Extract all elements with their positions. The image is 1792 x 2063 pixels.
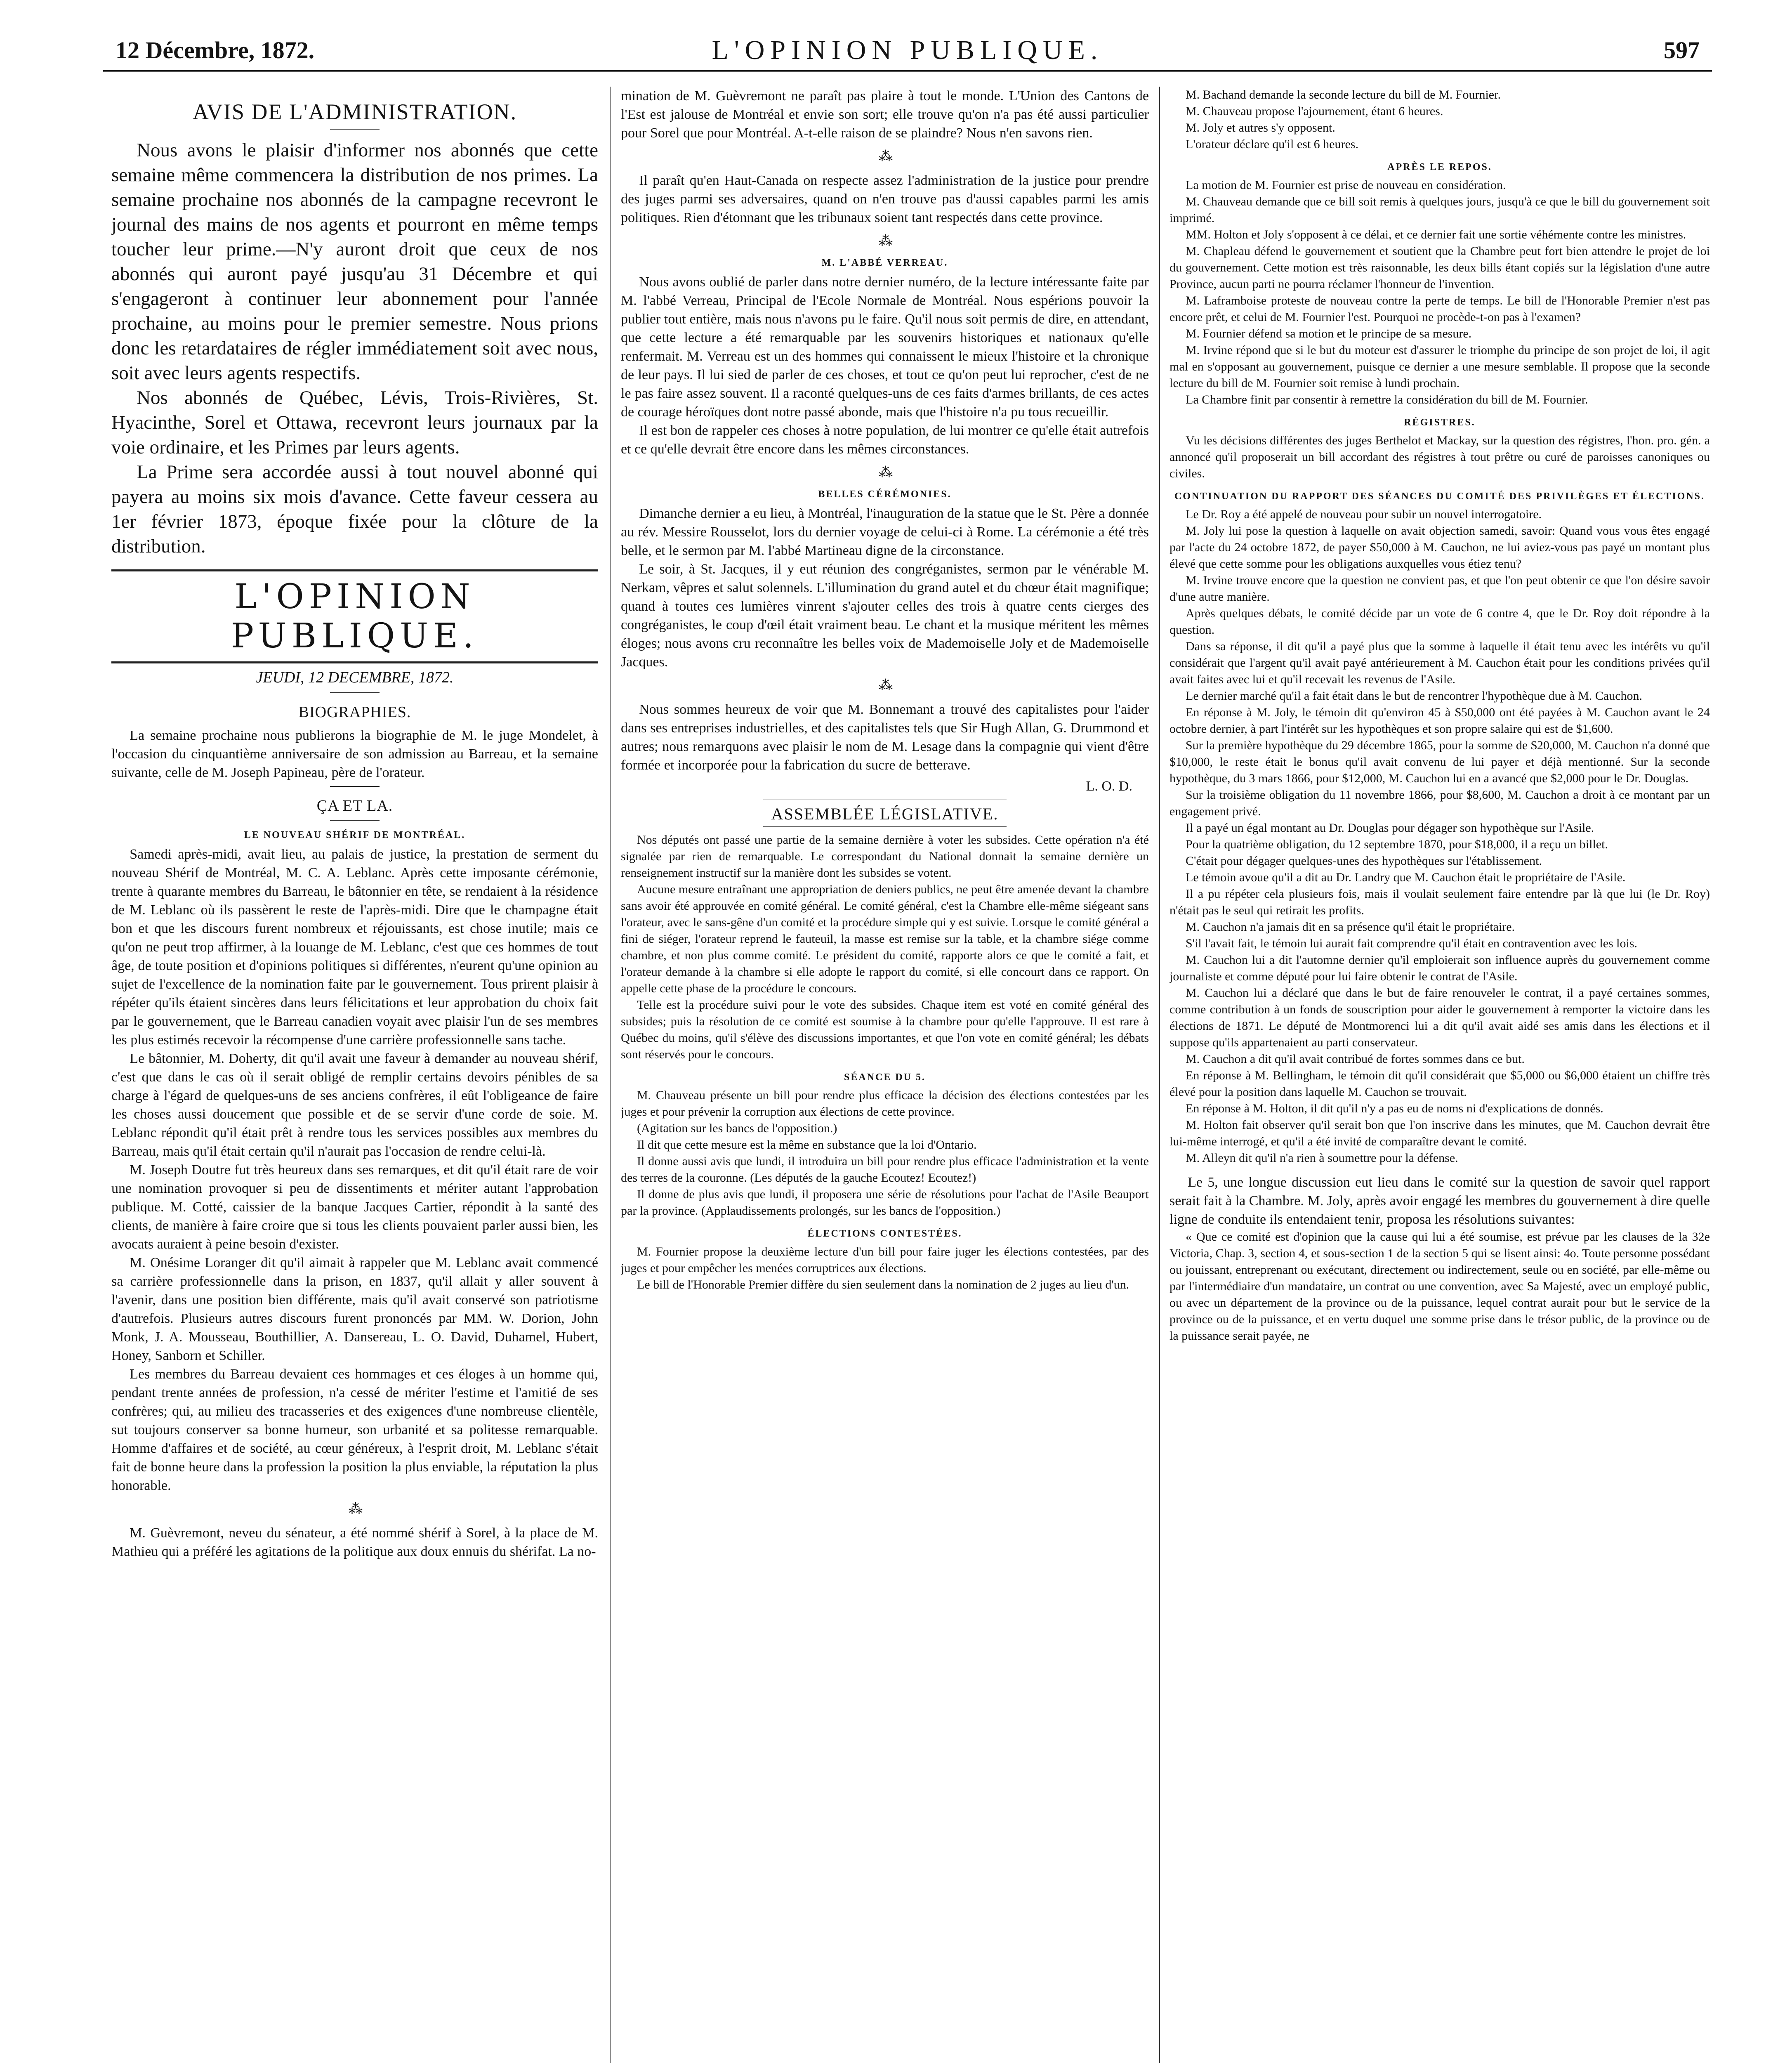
paragraph: Nous sommes heureux de voir que M. Bonnemant a trouvé des capitalistes pour l'aider dans ses entreprises industrielles, et des capitalistes tels que Sir Hugh Allan, G. Drummond et autres; nous remarquons avec plaisir le nom de M. Lesage dans la compagnie qui vient d'être formée et incorporée pour la fabrication du sucre de betterave.	[621, 702, 1149, 773]
paragraph: Telle est la procédure suivi pour le vote des subsides. Chaque item est voté en comité général des subsides; puis la résolution de ce comité est soumise à la chambre pour qu'elle l'approuve. Il est rare à Québec du moins, qu'il s'élève des discussions importantes, et que l'on vote en comité général; les débats sont réservés pour le concours.	[621, 998, 1149, 1061]
paragraph: M. Joly et autres s'y opposent.	[1186, 121, 1335, 135]
paragraph: Le témoin avoue qu'il a dit au Dr. Landry que M. Cauchon était le propriétaire de l'Asile.	[1186, 871, 1626, 884]
paragraph: M. Alleyn dit qu'il n'a rien à soumettre pour la défense.	[1186, 1151, 1458, 1165]
column-1	[111, 87, 598, 2063]
paragraph: M. Laframboise proteste de nouveau contre la perte de temps. Le bill de l'Honorable Premier n'est pas encore prêt, et celui de M. Fournier l'est. Pourquoi ne procède-t-on pas à l'examen?	[1170, 294, 1710, 324]
column-3	[1170, 87, 1710, 2063]
paragraph: Il paraît qu'en Haut-Canada on respecte assez l'administration de la justice pour prendre des juges parmi ses adversaires, quand on n'en trouve pas d'aussi capables parmi les amis politiques. Rien d'étonnant que les tribunaux soient tant respectés dans cette province.	[621, 173, 1149, 225]
column-rule-1	[610, 87, 611, 2063]
paragraph: M. Chauveau demande que ce bill soit remis à quelques jours, jusqu'à ce que le bill du gouvernement soit imprimé.	[1170, 195, 1710, 225]
page-header	[103, 29, 1712, 72]
paragraph: Le Dr. Roy a été appelé de nouveau pour subir un nouvel interrogatoire.	[1186, 507, 1542, 521]
paragraph: La motion de M. Fournier est prise de nouveau en considération.	[1186, 178, 1506, 192]
paragraph: M. Fournier propose la deuxième lecture d'un bill pour faire juger les élections contestées, par des juges et pour empêcher les menées corruptrices aux élections.	[621, 1245, 1149, 1275]
column-2	[621, 87, 1149, 2063]
paragraph: « Que ce comité est d'opinion que la cause qui lui a été soumise, est prévue par les clauses de la 32e Victoria, Chap. 3, section 4, et sous-section 1 de la section 5 qui se lisent ainsi: 4o. Toute personne possédant ou jouissant, entreprenant ou exécutant, directement ou indirectement, seule ou en société, par elle-même ou par l'intermédiaire d'un mandataire, un contrat ou une convention, avec Sa Majesté, avec un employé public, ou avec un département de la province ou de la puissance, lequel contrat aurait pour but le service de la province ou de la puissance, et en vertu duquel une somme prise dans le trésor public, de la province ou de la puissance serait payée, ne	[1170, 1230, 1710, 1343]
section-title-ca-et-la: ÇA ET LA.	[316, 797, 393, 814]
paragraph: Le bill de l'Honorable Premier diffère du sien seulement dans la nomination de 2 juges au lieu d'un.	[637, 1278, 1129, 1291]
paragraph: (Agitation sur les bancs de l'opposition.)	[637, 1121, 837, 1135]
paragraph: M. Bachand demande la seconde lecture du bill de M. Fournier.	[1186, 88, 1501, 101]
paragraph: M. Cauchon n'a jamais dit en sa présence qu'il était le propriétaire.	[1186, 920, 1515, 934]
header-title: L'OPINION PUBLIQUE.	[712, 35, 1103, 65]
divider	[330, 129, 380, 130]
paragraph: M. Joseph Doutre fut très heureux dans ses remarques, et dit qu'il était rare de voir une nomination provoquer si peu de dissentiments et mériter autant l'approbation publique. M. Cotté, caissier de la banque Jacques Cartier, répondit à la santé des clients, de manière à faire croire que si tous les clients pouvaient parler aussi bien, les avocats auraient à peine besoin d'exister.	[111, 1162, 598, 1252]
section-title-biographies: BIOGRAPHIES.	[298, 703, 411, 721]
paragraph: En réponse à M. Holton, il dit qu'il n'y a pas eu de noms ni d'explications de donnés.	[1186, 1102, 1603, 1115]
paragraph: Les membres du Barreau devaient ces hommages et ces éloges à un homme qui, pendant trente années de profession, n'a cessé de mériter l'estime et l'amitié de ses confrères; qui, au milieu des tracasseries et des exigences d'une nombreuse clientèle, sut toujours conserver sa bonne humeur, son urbanité et sa politesse remarquable. Homme d'affaires et de société, au cœur généreux, à l'esprit droit, M. Leblanc s'était fait de bonne heure dans la profession la position la plus enviable, la réputation la plus honorable.	[111, 1367, 598, 1493]
subsection-title-elections: ÉLECTIONS CONTESTÉES.	[807, 1228, 962, 1239]
paragraph: M. Joly lui pose la question à laquelle on avait objection samedi, savoir: Quand vous vous êtes engagé par l'acte du 24 octobre 1872, de payer $50,000 à M. Cauchon, ne lui aviez-vous pas payé un montant plus élevé que cette somme pour les obligations auxquelles vous étiez tenu?	[1170, 524, 1710, 571]
paragraph: En réponse à M. Joly, le témoin dit qu'environ 45 à $50,000 ont été payées à M. Cauchon avant le 24 octobre dernier, à part l'intérêt sur les hypothèques et son propre salaire qui est de $1,600.	[1170, 706, 1710, 736]
subsection-title-sherif: LE NOUVEAU SHÉRIF DE MONTRÉAL.	[244, 830, 466, 840]
paragraph: Il est bon de rappeler ces choses à notre population, de lui montrer ce qu'elle était autrefois et ce qu'elle devrait être encore dans les mêmes circonstances.	[621, 423, 1149, 457]
page-number: 597	[1664, 37, 1700, 64]
paragraph: C'était pour dégager quelques-unes des hypothèques sur l'établissement.	[1186, 854, 1542, 868]
paragraph: La semaine prochaine nous publierons la biographie de M. le juge Mondelet, à l'occasion du cinquantième anniversaire de son admission au Barreau, et la semaine suivante, celle de M. Joseph Papineau, père de l'orateur.	[111, 728, 598, 780]
asterism-ornament: ⁂	[879, 149, 891, 164]
paragraph: Nos abonnés de Québec, Lévis, Trois-Rivières, St. Hyacinthe, Sorel et Ottawa, recevront leurs journaux par la voie ordinaire, et les Primes par leurs agents.	[111, 387, 598, 458]
paragraph: Aucune mesure entraînant une appropriation de deniers publics, ne peut être amenée devant la chambre sans avoir été approuvée en comité général. Le comité général, c'est la Chambre elle-même siégeant sans l'orateur, avec le sans-gêne d'un comité et la procédure simple qui y est suivie. Lorsque le comité général a fini de siéger, l'orateur reprend le fauteuil, la masse est remise sur la table, et la chambre siége comme chambre, et non plus comme comité. Le président du comité, rapporte alors ce que le comité a fait, et l'orateur demande à la chambre si elle adopte le rapport du comité, si elle concourt dans ce rapport. On appelle cette phase de la procédure le concours.	[621, 883, 1149, 995]
paragraph: Le 5, une longue discussion eut lieu dans le comité sur la question de savoir quel rapport serait fait à la Chambre. M. Joly, après avoir engagé les membres du gouvernement à dire quelle ligne de conduite ils entendaient tenir, proposa les résolutions suivantes:	[1170, 1175, 1710, 1227]
paragraph: Pour la quatrième obligation, du 12 septembre 1870, pour $18,000, il a reçu un billet.	[1186, 838, 1608, 851]
divider	[330, 820, 380, 821]
paragraph: M. Chapleau défend le gouvernement et soutient que la Chambre peut fort bien attendre le projet de loi du gouvernement. Cette motion est très raisonnable, les deux bills étant copiés sur la législation d'une autre Province, aucun parti ne pourra réclamer l'honneur de l'invention.	[1170, 244, 1710, 291]
paragraph: Sur la troisième obligation du 11 novembre 1866, pour $8,600, M. Cauchon a droit à ce montant par un engagement privé.	[1170, 788, 1710, 818]
subsection-title-registres: RÉGISTRES.	[1404, 417, 1476, 428]
header-date: 12 Décembre, 1872.	[116, 37, 315, 64]
column-rule-2	[1159, 87, 1160, 2063]
paragraph: Nos députés ont passé une partie de la semaine dernière à voter les subsides. Cette opération n'a été signalée par rien de remarquable. Le correspondant du National donnait la semaine dernière un renseignement instructif sur la manière dont les subsides se votent.	[621, 833, 1149, 880]
author-signature: L. O. D.	[1086, 779, 1132, 794]
asterism-ornament: ⁂	[879, 678, 891, 693]
paragraph: M. Guèvremont, neveu du sénateur, a été nommé shérif à Sorel, à la place de M. Mathieu qui a préféré les agitations de la politique aux doux ennuis du shérifat. La no-	[111, 1525, 598, 1559]
asterism-ornament: ⁂	[879, 234, 891, 249]
paragraph: S'il l'avait fait, le témoin lui aurait fait comprendre qu'il était en contravention avec les lois.	[1186, 937, 1638, 950]
paragraph: M. Cauchon lui a dit l'automne dernier qu'il emploierait son influence auprès du gouvernement comme journaliste et comme député pour lui faire obtenir le contrat de l'Asile.	[1170, 953, 1710, 983]
paragraph: M. Cauchon a dit qu'il avait contribué de fortes sommes dans ce but.	[1186, 1052, 1525, 1066]
paragraph: Samedi après-midi, avait lieu, au palais de justice, la prestation de serment du nouveau Shérif de Montréal, M. C. A. Leblanc. Après cette imposante cérémonie, trente à quarante membres du Barreau, le bâtonnier en tête, se rendaient à la résidence de M. Leblanc où ils passèrent le reste de l'après-midi. Dire que le champagne était bon et que les discours furent nombreux et réjouissants, est chose inutile; mais ce qu'on ne peut trop affirmer, à la louange de M. Leblanc, c'est que ces hommes de tout âge, de toute position et d'opinions politiques si différentes, n'eurent qu'une opinion au sujet de l'excellence de la nomination faite par le gouvernement. Tous prirent plaisir à répéter qu'ils étaient sincères dans leurs félicitations et leur approbation du choix fait par le gouvernement, que le Barreau canadien voyait avec plaisir l'un de ses membres les plus estimés recevoir la récompense d'une carrière professionnelle sans tache.	[111, 847, 598, 1048]
paragraph: La Chambre finit par consentir à remettre la considération du bill de M. Fournier.	[1186, 393, 1588, 406]
paragraph: M. Fournier défend sa motion et le principe de sa mesure.	[1186, 327, 1472, 340]
paragraph: Dimanche dernier a eu lieu, à Montréal, l'inauguration de la statue que le St. Père a donnée au rév. Messire Rousselot, lors du dernier voyage de celui-ci à Rome. La cérémonie a été très belle, et le sermon par M. l'abbé Martineau digne de la circonstance.	[621, 506, 1149, 558]
paragraph: La Prime sera accordée aussi à tout nouvel abonné qui payera au moins six mois d'avance. Cette faveur cessera au 1er février 1873, époque fixée pour la clôture de la distribution.	[111, 461, 598, 557]
asterism-ornament: ⁂	[879, 465, 891, 480]
paragraph: Nous avons oublié de parler dans notre dernier numéro, de la lecture intéressante faite par M. l'abbé Verreau, Principal de l'Ecole Normale de Montréal. Nous espérions pouvoir la publier tout entière, mais nous n'avons pu le faire. Qu'il nous soit permis de dire, en attendant, que cette lecture a été remarquable par les souvenirs historiques et nationaux qu'elle renfermait. M. Verreau est un des hommes qui connaissent le mieux l'histoire et la chronique de leur pays. Il lui sied de parler de ces choses, et tout ce qu'on peut lui reprocher, c'est de ne le pas faire assez souvent. Il a raconté quelques-uns de ces faits d'armes brillants, de ces actes de courage héroïques dont notre passé abonde, mais que l'histoire n'a pu tous recueillir.	[621, 274, 1149, 420]
paragraph: Il donne de plus avis que lundi, il proposera une série de résolutions pour l'achat de l'Asile Beauport par la province. (Applaudissements prolongés, sur les bancs de l'opposition.)	[621, 1187, 1149, 1218]
divider	[330, 786, 380, 787]
subsection-title-repos: APRÈS LE REPOS.	[1387, 162, 1492, 172]
paragraph: Vu les décisions différentes des juges Berthelot et Mackay, sur la question des régistres, l'hon. pro. gén. a annoncé qu'il proposerait un bill accordant des régistres à tout prêtre ou curé de paroisses canoniques ou civiles.	[1170, 434, 1710, 480]
divider	[330, 692, 380, 693]
paragraph: Sur la première hypothèque du 29 décembre 1865, pour la somme de $20,000, M. Cauchon n'a donné que $10,000, le reste était le bonus qu'il avait convenu de lui payer et déjà mentionné. Sur la seconde hypothèque, du 3 mars 1866, pour $12,000, M. Cauchon lui en a avancé que $2,000 pour le Dr. Douglas.	[1170, 739, 1710, 785]
avis-body	[111, 138, 598, 559]
paragraph: Nous avons le plaisir d'informer nos abonnés que cette semaine même commencera la distribution de nos primes. La semaine prochaine nos abonnés de la campagne recevront le journal des mains de nos agents et pourront en même temps toucher leur prime.—N'y auront droit que ceux de nos abonnés qui auront payé jusqu'au 31 Décembre et qui s'engageront à continuer leur abonnement pour l'année prochaine, au moins pour le premier semestre. Nous prions donc les retardataires de régler immédiatement soit avec nous, soit avec leurs agents respectifs.	[111, 139, 598, 384]
subsection-title-seance: SÉANCE DU 5.	[844, 1072, 926, 1083]
paragraph: Il donne aussi avis que lundi, il introduira un bill pour rendre plus efficace l'administration et la vente des terres de la couronne. (Les députés de la gauche Ecoutez! Ecoutez!)	[621, 1154, 1149, 1185]
paragraph: L'orateur déclare qu'il est 6 heures.	[1186, 137, 1358, 151]
paragraph: M. Irvine répond que si le but du moteur est d'assurer le triomphe du principe de son projet de loi, il agit mal en s'opposant au gouvernement, puisque ce dernier a une mesure semblable. Il propose que la seconde lecture du bill de M. Fournier soit remise à lundi prochain.	[1170, 343, 1710, 390]
paragraph: M. Irvine trouve encore que la question ne convient pas, et que l'on peut obtenir ce que l'on désire savoir d'une autre manière.	[1170, 574, 1710, 604]
paragraph: Après quelques débats, le comité décide par un vote de 6 contre 4, que le Dr. Roy doit répondre à la question.	[1170, 607, 1710, 637]
paragraph: Dans sa réponse, il dit qu'il a payé plus que la somme à laquelle il était tenu avec les intérêts vu qu'il considérait que l'argent qu'il avait payé antérieurement à M. Cauchon était pour les conditions privées qu'il avait faites avec lui et qu'il recevait les revenus de l'Asile.	[1170, 640, 1710, 686]
assemblee-title-text: ASSEMBLÉE LÉGISLATIVE.	[763, 800, 1007, 827]
paragraph: Le soir, à St. Jacques, il y eut réunion des congréganistes, sermon par le vénérable M. Nerkam, vêpres et salut solennels. L'illumination du grand autel et du chœur était magnifique; quand à toutes ces lumières vinrent s'ajouter celles des trois à quatre cents cierges des congréganistes, le coup d'œil était vraiment beau. Le chant et la musique méritent les mêmes éloges; nous avons cru reconnaître les belles voix de Mademoiselle Joly et de Mademoiselle Jacques.	[621, 562, 1149, 670]
subsection-title-continuation: CONTINUATION DU RAPPORT DES SÉANCES DU COMITÉ DES PRIVILÈGES ET ÉLECTIONS.	[1174, 491, 1705, 502]
dateline: JEUDI, 12 DECEMBRE, 1872.	[256, 669, 454, 686]
paragraph: M. Holton fait observer qu'il serait bon que l'on inscrive dans les minutes, que M. Cauchon devrait être lui-même interrogé, et qu'il a été invité de comparaître devant le comité.	[1170, 1118, 1710, 1148]
paragraph: M. Chauveau propose l'ajournement, étant 6 heures.	[1186, 104, 1443, 118]
paragraph: Le dernier marché qu'il a fait était dans le but de rencontrer l'hypothèque due à M. Cauchon.	[1186, 689, 1643, 703]
paragraph: M. Onésime Loranger dit qu'il aimait à rappeler que M. Leblanc avait commencé sa carrière professionnelle dans la prison, en 1837, qu'il allait y aller souvent à l'avenir, dans une position bien différente, mais qu'il avait conservé son patriotisme d'autrefois. Plusieurs autres discours furent prononcés par MM. W. Dorion, John Monk, J. A. Mousseau, Bouthillier, A. Dansereau, L. O. David, Duhamel, Hubert, Honey, Sanborn et Schiller.	[111, 1255, 598, 1363]
paragraph: M. Cauchon lui a déclaré que dans le but de faire renouveler le contrat, il a payé certaines sommes, comme contribution à un fonds de souscription pour aider le gouvernement à remporter la victoire dans les élections de 1871. Le député de Montmorenci lui a dit qu'il avait aidé ses amis dans les élections et il suppose qu'ils appartenaient au parti conservateur.	[1170, 986, 1710, 1049]
paragraph: Il a pu répéter cela plusieurs fois, mais il voulait seulement faire entendre par là que lui (le Dr. Roy) n'était pas le seul qui retirait les profits.	[1170, 887, 1710, 917]
paragraph: Le bâtonnier, M. Doherty, dit qu'il avait une faveur à demander au nouveau shérif, c'est que dans le cas où il serait obligé de remplir certains devoirs pénibles de sa charge à l'égard de quelques-uns de ses anciens confrères, il eût l'obligeance de faire les choses aussi doucement que possible et de se servir d'une corde de soie. M. Leblanc répondit qu'il était prêt à rendre tous les services possibles aux membres du Barreau, mais qu'il était certain qu'il n'aurait pas l'occasion de rendre celui-là.	[111, 1051, 598, 1159]
subsection-title-ceremonies: BELLES CÉRÉMONIES.	[818, 489, 952, 500]
asterism-ornament: ⁂	[349, 1501, 361, 1517]
masthead: L'OPINION PUBLIQUE.	[111, 569, 598, 663]
paragraph: En réponse à M. Bellingham, le témoin dit qu'il considérait que $5,000 ou $6,000 étaient un chiffre très élevé pour la position dans laquelle M. Cauchon se trouvait.	[1170, 1069, 1710, 1099]
avis-title: AVIS DE L'ADMINISTRATION.	[192, 99, 517, 124]
paragraph: Il dit que cette mesure est la même en substance que la loi d'Ontario.	[637, 1138, 977, 1152]
section-title-assemblee	[621, 804, 1149, 824]
paragraph: mination de M. Guèvremont ne paraît pas plaire à tout le monde. L'Union des Cantons de l'Est est jalouse de Montréal et envie son sort; elle trouve qu'on n'a pas été aussi particulier pour Sorel que pour Montréal. A-t-elle raison de se plaindre? Nous n'en savons rien.	[621, 88, 1149, 141]
paragraph: Il a payé un égal montant au Dr. Douglas pour dégager son hypothèque sur l'Asile.	[1186, 821, 1594, 835]
subsection-title-verreau: M. L'ABBÉ VERREAU.	[821, 257, 948, 268]
paragraph: M. Chauveau présente un bill pour rendre plus efficace la décision des élections contestées par les juges et pour prévenir la corruption aux élections de cette province.	[621, 1088, 1149, 1119]
paragraph: MM. Holton et Joly s'opposent à ce délai, et ce dernier fait une sortie véhémente contre les ministres.	[1186, 228, 1686, 241]
